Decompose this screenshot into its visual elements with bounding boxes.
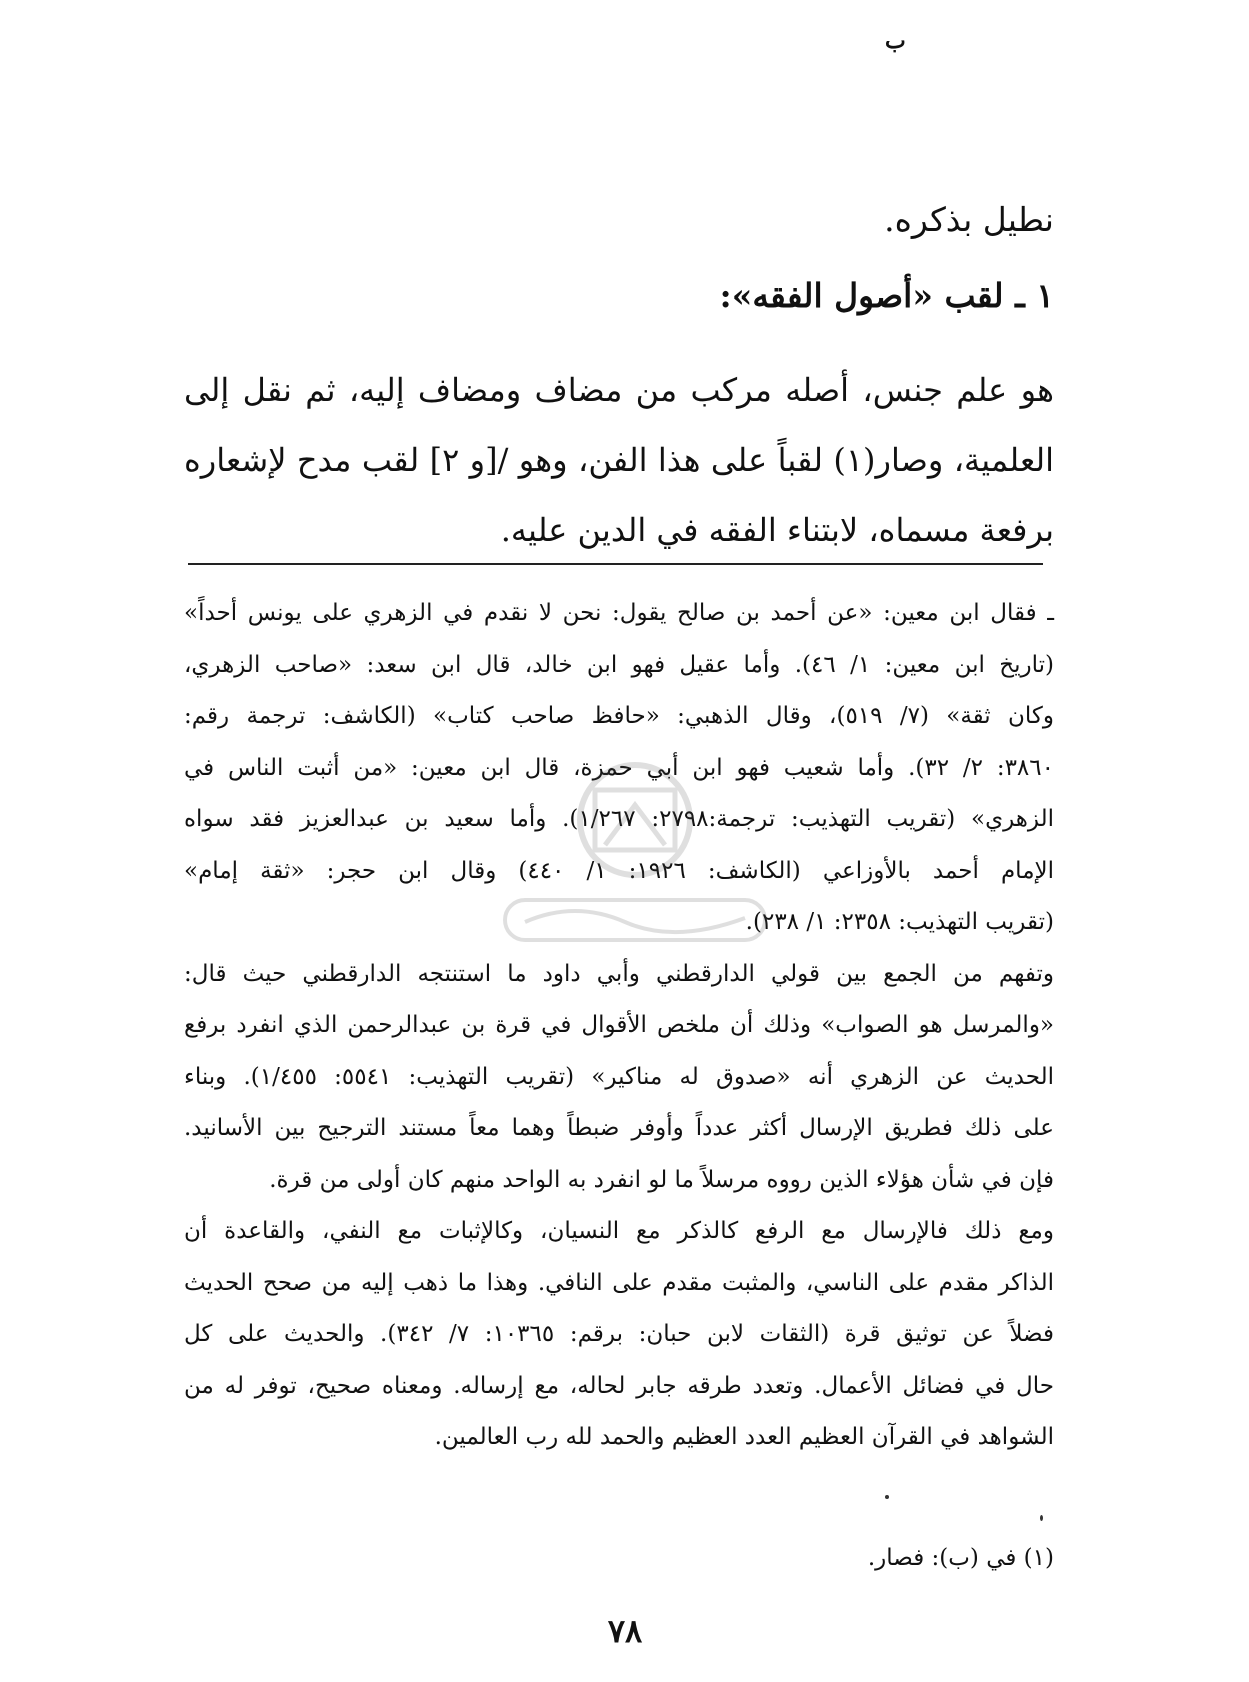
main-paragraph [184, 355, 1054, 565]
note-line: (تقريب التهذيب: ٢٣٥٨: ١/ ٢٣٨). [745, 909, 1054, 935]
footnote-separator [188, 563, 1043, 565]
note-line: الشواهد في القرآن العظيم العدد العظيم والحمد لله رب العالمين. [434, 1424, 1054, 1450]
paragraph-line: برفعة مسماه، لابتناء الفقه في الدين عليه. [500, 511, 1054, 549]
note-line: حال في فضائل الأعمال. وتعدد طرقه جابر لحاله، مع إرساله. ومعناه صحيح، توفر له من [184, 1372, 1054, 1399]
paragraph-line: هو علم جنس، أصله مركب من مضاف ومضاف إليه، ثم نقل إلى [184, 371, 1054, 409]
scan-speck [1040, 1515, 1043, 1521]
note-line: الإمام أحمد بالأوزاعي (الكاشف: ١٩٢٦: ١/ ٤٤٠) وقال ابن حجر: «ثقة إمام» [184, 857, 1055, 884]
note-line: ٣٨٦٠: ٢/ ٣٢). وأما شعيب فهو ابن أبي حمزة، قال ابن معين: «من أثبت الناس في [184, 754, 1054, 781]
paragraph-line: العلمية، وصار(١) لقباً على هذا الفن، وهو /[و ٢] لقب مدح لإشعاره [184, 441, 1055, 479]
note-line: الحديث عن الزهري أنه «صدوق له مناكير» (تقريب التهذيب: ٥٥٤١: ١/٤٥٥). وبناء [184, 1063, 1055, 1090]
intro-line: نطيل بذكره. [884, 200, 1054, 239]
note-line: على ذلك فطريق الإرسال أكثر عدداً وأوفر ضبطاً وهما معاً مستند الترجيح بين الأسانيد. [184, 1115, 1054, 1141]
notes-block [184, 588, 1054, 1464]
note-line: الذاكر مقدم على الناسي، والمثبت مقدم على النافي. وهذا ما ذهب إليه من صحح الحديث [184, 1269, 1054, 1296]
note-line: وتفهم من الجمع بين قولي الدارقطني وأبي داود ما استنتجه الدارقطني حيث قال: [184, 960, 1054, 987]
note-line: ـ فقال ابن معين: «عن أحمد بن صالح يقول: نحن لا نقدم في الزهري على يونس أحداً» [184, 600, 1054, 626]
scan-speck [885, 1495, 889, 1499]
note-line: (تاريخ ابن معين: ١/ ٤٦). وأما عقيل فهو ابن خالد، قال ابن سعد: «صاحب الزهري، [184, 651, 1054, 678]
note-line: فإن في شأن هؤلاء الذين رووه مرسلاً ما لو انفرد به الواحد منهم كان أولى من قرة. [269, 1166, 1054, 1193]
note-line: وكان ثقة» (٧/ ٥١٩)، وقال الذهبي: «حافظ صاحب كتاب» (الكاشف: ترجمة رقم: [184, 703, 1054, 729]
note-line: ومع ذلك فالإرسال مع الرفع كالذكر مع النسيان، وكالإثبات مع النفي، والقاعدة أن [184, 1218, 1054, 1244]
footnote: (١) في (ب): فصار. [867, 1545, 1054, 1571]
page-number: ٧٨ [607, 1612, 643, 1650]
top-mark: ب [885, 28, 906, 54]
note-line: الزهري» (تقريب التهذيب: ترجمة:٢٧٩٨: ١/٢٦٧). وأما سعيد بن عبدالعزيز فقد سواه [184, 806, 1054, 832]
note-line: «والمرسل هو الصواب» وذلك أن ملخص الأقوال في قرة بن عبدالرحمن الذي انفرد برفع [184, 1012, 1054, 1038]
note-line: فضلاً عن توثيق قرة (الثقات لابن حبان: برقم: ١٠٣٦٥: ٧/ ٣٤٢). والحديث على كل [184, 1321, 1054, 1347]
section-heading: ١ ـ لقب «أصول الفقه»: [719, 276, 1054, 315]
